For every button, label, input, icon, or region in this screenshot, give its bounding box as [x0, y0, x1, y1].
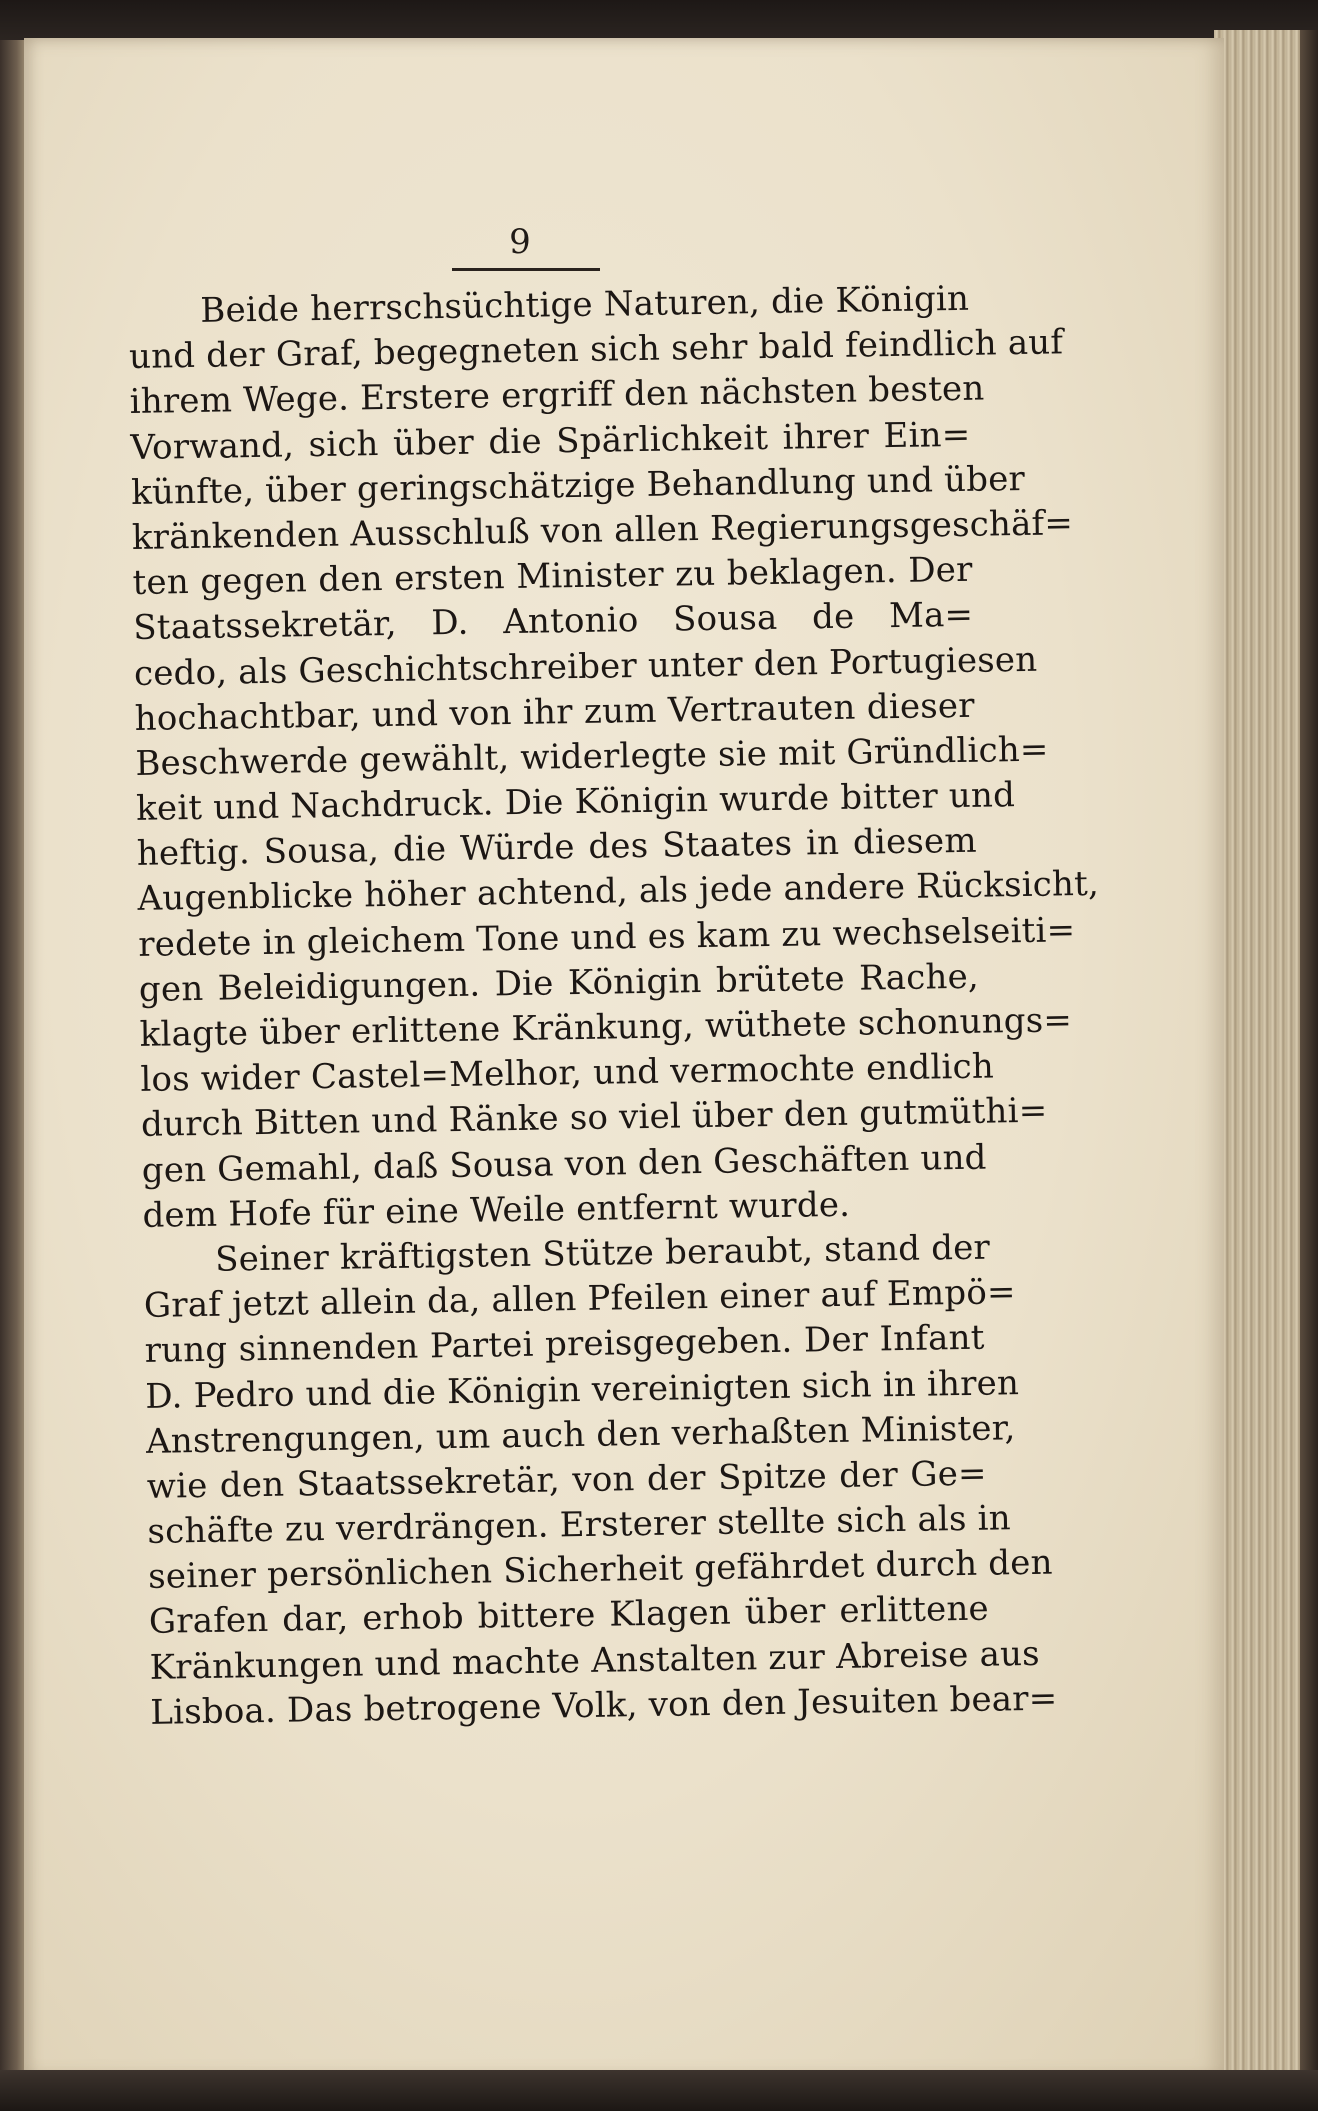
text-line: gen Beleidigungen. Die Königin brütete Rache, [138, 956, 980, 1010]
text-line: Kränkungen und machte Anstalten zur Abreise aus [149, 1633, 1041, 1688]
text-line: Graf jetzt allein da, allen Pfeilen einer auf Empö= [143, 1272, 1016, 1326]
text-line: los wider Castel=Melhor, und vermochte endlich [140, 1046, 995, 1101]
text-line: klagte über erlittene Kränkung, wüthete schonungs= [139, 1000, 1073, 1055]
text-line: wie den Staatssekretär, von der Spitze der Ge= [146, 1453, 988, 1507]
text-line: Anstrengungen, um auch den verhaßten Minister, [145, 1407, 1016, 1462]
text-line: Seiner kräftigsten Stütze beraubt, stand der [214, 1227, 991, 1280]
text-line: Augenblicke höher achtend, als jede andere Rücksicht, [137, 864, 1100, 920]
text-line: D. Pedro und die Königin vereinigten sich in ihren [145, 1362, 1020, 1417]
text-line: redete in gleichem Tone und es kam zu wechselseiti= [137, 909, 1076, 965]
text-line: Beide herrschsüchtige Naturen, die Königin [200, 278, 970, 331]
text-line: hochachtbar, und von ihr zum Vertrauten dieser [134, 685, 975, 739]
text-line: seiner persönlichen Sicherheit gefährdet durch den [147, 1542, 1053, 1598]
text-line: rung sinnenden Partei preisgegeben. Der Infant [144, 1317, 985, 1372]
scan-bottom-border [0, 2070, 1318, 2111]
header-rule [452, 268, 600, 271]
text-line: ten gegen den ersten Minister zu beklagen. Der [132, 549, 973, 604]
text-line: künfte, über geringschätzige Behandlung und über [130, 458, 1026, 513]
text-line: dem Hofe für eine Weile entfernt wurde. [142, 1184, 851, 1236]
text-line: cedo, als Geschichtschreiber unter den Portugiesen [133, 639, 1038, 694]
text-line: durch Bitten und Ränke so viel über den gutmüthi= [140, 1091, 1048, 1146]
text-line: Vorwand, sich über die Spärlichkeit ihrer Ein= [130, 414, 971, 468]
text-line: keit und Nachdruck. Die Königin wurde bitter und [135, 775, 1016, 829]
text-line: Grafen dar, erhob bittere Klagen über erlittene [148, 1589, 990, 1643]
text-line: schäfte zu verdrängen. Ersterer stellte sich als in [147, 1498, 1012, 1552]
page-stack-shadow [1300, 30, 1318, 2085]
text-line: kränkenden Ausschluß von allen Regierungsgeschäf= [131, 503, 1074, 558]
text-line: ihrem Wege. Erstere ergriff den nächsten besten [129, 368, 985, 423]
text-line: Beschwerde gewählt, widerlegte sie mit Gründlich= [135, 729, 1049, 784]
text-line: und der Graf, begegneten sich sehr bald feindlich auf [128, 322, 1064, 378]
text-line: Lisboa. Das betrogene Volk, von den Jesuiten bear= [150, 1678, 1058, 1733]
text-line: Staatssekretär, D. Antonio Sousa de Ma= [132, 595, 974, 649]
text-line: heftig. Sousa, die Würde des Staates in diesem [136, 820, 978, 875]
body-text [128, 277, 1100, 1736]
text-line: gen Gemahl, daß Sousa von den Geschäften und [141, 1137, 987, 1191]
page-number: 9 [509, 222, 531, 262]
